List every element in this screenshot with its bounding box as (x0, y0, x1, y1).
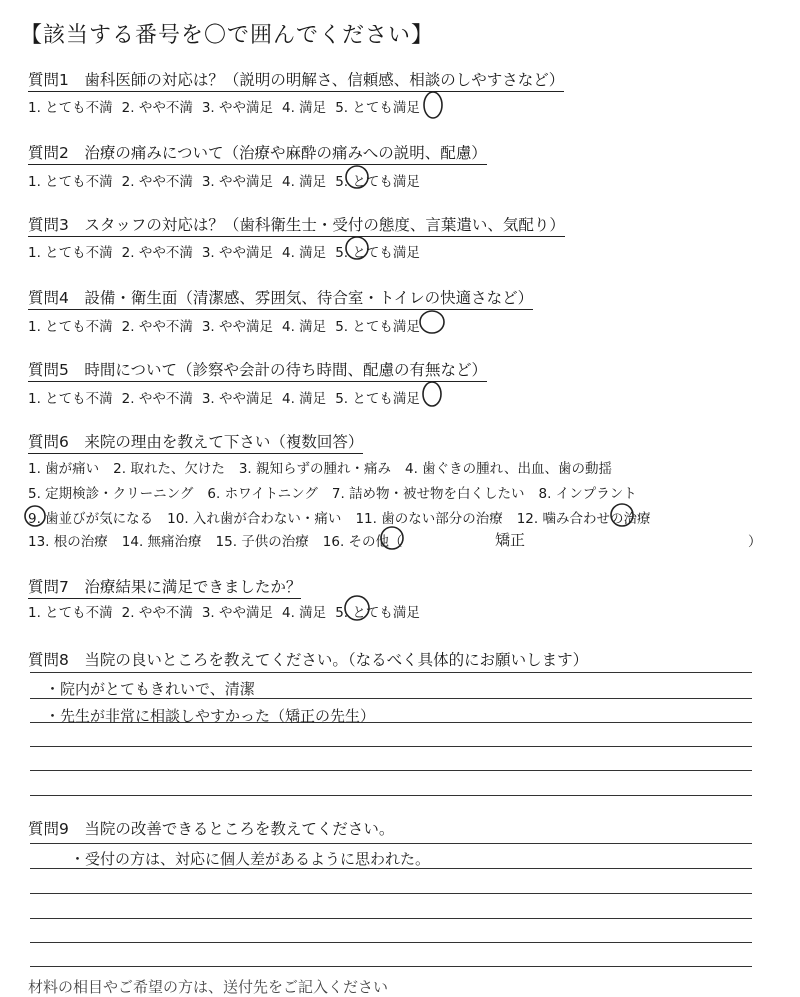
option-3[interactable]: 3. やや満足 (201, 100, 274, 116)
question-4-options (28, 315, 429, 335)
reason-option-7[interactable]: 7. 詰め物・被せ物を白くしたい (331, 486, 525, 502)
reason-option-4[interactable]: 4. 歯ぐきの腫れ、出血、歯の動揺 (405, 461, 612, 477)
reason-option-8[interactable]: 8. インプラント (538, 486, 637, 502)
option-3[interactable]: 3. やや満足 (201, 605, 274, 621)
option-5[interactable]: 5. とても満足 (335, 174, 420, 190)
reason-option-6[interactable]: 6. ホワイトニング (207, 486, 318, 502)
selection-circle-q6-9 (22, 503, 50, 531)
option-3[interactable]: 3. やや満足 (201, 391, 274, 407)
answer-line (30, 918, 752, 919)
option-1[interactable]: 1. とても不満 (28, 319, 113, 335)
option-4[interactable]: 4. 満足 (282, 605, 327, 621)
answer-line (30, 843, 752, 844)
question-1-options (28, 96, 429, 116)
question-3-label: 質問3 スタッフの対応は？（歯科衛生士・受付の態度、言葉遣い、気配り） (28, 213, 565, 237)
question-2-label: 質問2 治療の痛みについて（治療や麻酔の痛みへの説明、配慮） (28, 141, 487, 165)
answer-line (30, 672, 752, 673)
reason-option-3[interactable]: 3. 親知らずの腫れ・痛み (238, 461, 392, 477)
selection-circle-q6-16 (378, 524, 408, 554)
option-3[interactable]: 3. やや満足 (201, 245, 274, 261)
question-5-label: 質問5 時間について（診察や会計の待ち時間、配慮の有無など） (28, 358, 487, 382)
option-1[interactable]: 1. とても不満 (28, 245, 113, 261)
answer-line (30, 893, 752, 894)
option-1[interactable]: 1. とても不満 (28, 174, 113, 190)
reason-option-16[interactable]: 16. その他（ (322, 534, 403, 550)
question-8-label: 質問8 当院の良いところを教えてください。（なるべく具体的にお願いします） (28, 651, 589, 669)
reason-option-10[interactable]: 10. 入れ歯が合わない・痛い (167, 511, 342, 527)
good-points-answer-2: ・先生が非常に相談しやすかった（矯正の先生） (45, 707, 376, 725)
option-1[interactable]: 1. とても不満 (28, 100, 113, 116)
question-6-row-2 (28, 482, 637, 502)
option-1[interactable]: 1. とても不満 (28, 605, 113, 621)
option-2[interactable]: 2. やや不満 (121, 174, 193, 190)
question-1-label: 質問1 歯科医師の対応は？（説明の明解さ、信頼感、相談のしやすさなど） (28, 68, 564, 92)
option-2[interactable]: 2. やや不満 (121, 391, 193, 407)
reason-option-15[interactable]: 15. 子供の治療 (215, 534, 309, 550)
option-5[interactable]: 5. とても満足 (335, 319, 420, 335)
option-1[interactable]: 1. とても不満 (28, 391, 113, 407)
option-5[interactable]: 5. とても満足 (335, 391, 420, 407)
option-4[interactable]: 4. 満足 (282, 245, 327, 261)
question-7-label: 質問7 治療結果に満足できましたか？ (28, 575, 301, 599)
answer-line (30, 770, 752, 771)
answer-line (30, 942, 752, 943)
option-4[interactable]: 4. 満足 (282, 391, 327, 407)
answer-line (30, 795, 752, 796)
reason-option-12[interactable]: 12. 噛み合わせの治療 (516, 511, 651, 527)
reason-option-11[interactable]: 11. 歯のない部分の治療 (355, 511, 503, 527)
selection-circle-q4 (415, 307, 449, 341)
option-4[interactable]: 4. 満足 (282, 100, 327, 116)
option-2[interactable]: 2. やや不満 (121, 100, 193, 116)
option-2[interactable]: 2. やや不満 (121, 319, 193, 335)
reason-option-13[interactable]: 13. 根の治療 (28, 534, 108, 550)
option-5[interactable]: 5. とても満足 (335, 605, 420, 621)
reason-option-14[interactable]: 14. 無痛治療 (121, 534, 202, 550)
option-3[interactable]: 3. やや満足 (201, 174, 274, 190)
form-title: 【該当する番号を〇で囲んでください】 (20, 23, 435, 48)
option-4[interactable]: 4. 満足 (282, 174, 327, 190)
option-4[interactable]: 4. 満足 (282, 319, 327, 335)
selection-circle-q6-12 (608, 501, 638, 531)
other-reason-handwritten: 矯正 (495, 531, 526, 549)
selection-circle-q7 (340, 593, 374, 627)
option-5[interactable]: 5. とても満足 (335, 100, 420, 116)
question-6-row-3 (28, 507, 650, 527)
selection-circle-q1 (420, 90, 450, 124)
option-3[interactable]: 3. やや満足 (201, 319, 274, 335)
question-4-label: 質問4 設備・衛生面（清潔感、雰囲気、待合室・トイレの快適さなど） (28, 286, 533, 310)
question-6-label: 質問6 来院の理由を教えて下さい（複数回答） (28, 430, 363, 454)
other-reason-close-paren: ） (748, 534, 762, 550)
footer-cut-text: 材料の相目やご希望の方は、送付先をご記入ください (28, 978, 389, 996)
question-9-label: 質問9 当院の改善できるところを教えてください。 (28, 820, 395, 838)
answer-line (30, 966, 752, 967)
reason-option-1[interactable]: 1. 歯が痛い (28, 461, 100, 477)
improvement-answer-1: ・受付の方は、対応に個人差があるように思われた。 (70, 850, 431, 868)
option-2[interactable]: 2. やや不満 (121, 245, 193, 261)
reason-option-5[interactable]: 5. 定期検診・クリーニング (28, 486, 194, 502)
good-points-answer-1: ・院内がとてもきれいで、清潔 (45, 680, 255, 698)
answer-line (30, 746, 752, 747)
selection-circle-q3 (340, 233, 374, 267)
question-5-options (28, 387, 429, 407)
selection-circle-q2 (340, 162, 374, 196)
selection-circle-q5 (418, 379, 448, 411)
option-2[interactable]: 2. やや不満 (121, 605, 193, 621)
question-6-row-4 (28, 530, 403, 550)
question-6-row-1 (28, 457, 612, 477)
reason-option-2[interactable]: 2. 取れた、欠けた (113, 461, 225, 477)
option-5[interactable]: 5. とても満足 (335, 245, 420, 261)
reason-option-9[interactable]: 9. 歯並びが気になる (28, 511, 154, 527)
